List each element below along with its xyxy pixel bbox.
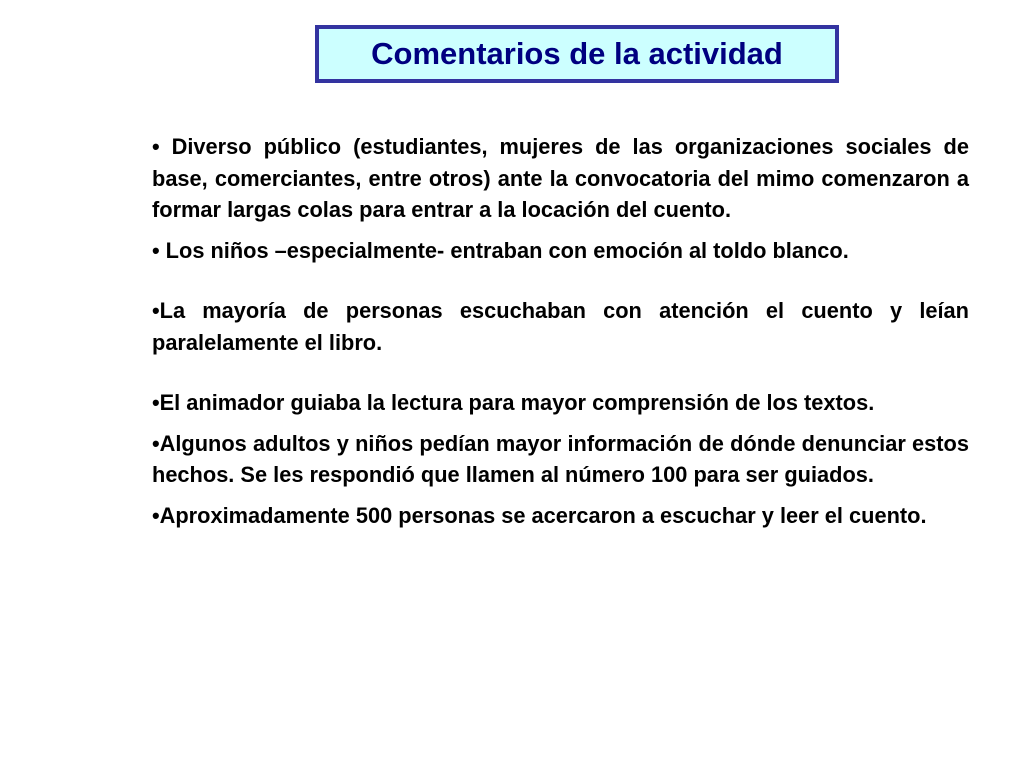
bullet-item: •Aproximadamente 500 personas se acercaron a escuchar y leer el cuento. — [152, 502, 927, 528]
bullet-list — [152, 131, 969, 531]
bullet-item: • Los niños –especialmente- entraban con emoción al toldo blanco. — [152, 237, 849, 263]
bullet-item: •El animador guiaba la lectura para mayor comprensión de los textos. — [152, 390, 875, 415]
slide-title: Comentarios de la actividad — [371, 36, 783, 71]
slide-title-box — [315, 25, 839, 83]
bullet-item: • Diverso público (estudiantes, mujeres de las organizaciones sociales de base, comerciantes, entre otros) ante la convocatoria del mimo comenzaron a formar largas colas para entrar a la locación del cuento. — [152, 134, 969, 222]
bullet-item: •Algunos adultos y niños pedían mayor información de dónde denunciar estos hechos. Se les respondió que llamen al número 100 para ser guiados. — [152, 430, 969, 487]
bullet-item: •La mayoría de personas escuchaban con atención el cuento y leían paralelamente el libro. — [152, 298, 969, 355]
